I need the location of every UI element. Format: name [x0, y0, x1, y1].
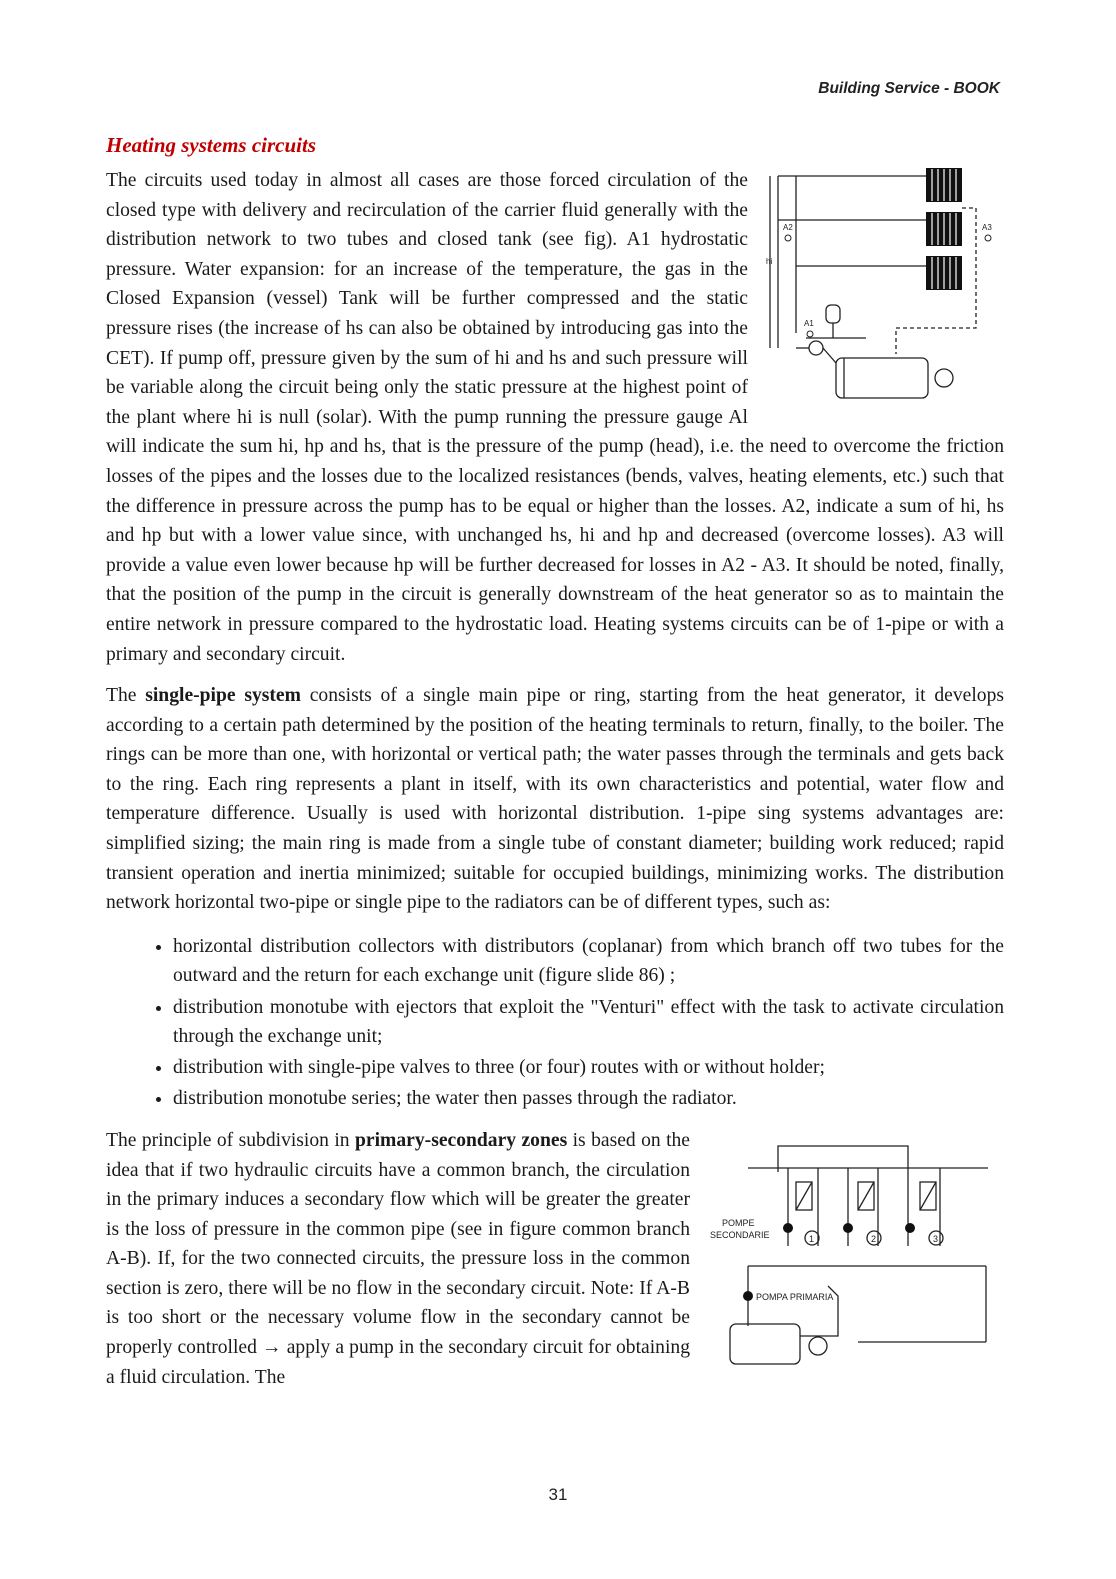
gauge-a2-label: A2 — [783, 223, 793, 232]
zone-1-label: 1 — [809, 1233, 815, 1244]
page-number: 31 — [548, 1485, 568, 1504]
gauge-a3-label: A3 — [982, 223, 992, 232]
paragraph-primary-secondary: The principle of subdivision in primary-secondary zones POMPE SECONDARIE POMPA PRIMARIA 1 2 3 is based on the idea that if two hydraulic circuits have a common branch, the circulation in the primary induces a secondary flow which will be greater the greater is the loss of pressure in the common pipe (see in figure common branch A-B). If, for the two connected circuits, the pressure loss in the common section is zero, there will be no flow in the secondary circuit. Note: If A-B is too short or the necessary volume flow in the secondary cannot be properly controlled → apply a pump in the secondary circuit for obtaining a fluid circulation. The — [106, 1126, 1004, 1392]
term-single-pipe: single-pipe system — [145, 685, 301, 707]
list-item: • distribution with single-pipe valves to three (or four) routes with or without holder; — [173, 1053, 1004, 1083]
primary-secondary-figure — [708, 1136, 1004, 1376]
paragraph-closed-circuits: The circuits used today in almost all cases are those forced circulation of the closed type with delivery and recirculation of the carrier fluid generally with the distribution network to two tubes and closed tank (see fig). A1 hydrostatic pressure. Water expansion: for an increase of the temperature, the gas in the Closed Expansion (vessel) Tank will be further compressed and the static pressure rises (the increase of hs can also be obtained by introducing gas into the CET). If pump off, pressure given by the sum of hi and hs and such pressure will be variable along the circuit being only the static pressure at the highest point of the plant where hi is null (solar). With the pump running the pressure gauge Al will indicate the sum hi, hp and hs, that is the pressure of the pump (head), i.e. the need to overcome the friction losses of the pipes and the losses due to the localized resistances (bends, valves, heating elements, etc.) such that the difference in pressure across the pump has to be equal or higher than the losses. A2, indicate a sum of hi, hs and hp but with a lower value since, with unchanged hs, hi and hp and decreased (overcome losses). A3 will provide a value even lower because hp will be further decreased for losses in A2 - A3. It should be noted, finally, that the position of the pump in the circuit is generally downstream of the heat generator so as to maintain the entire network in pressure compared to the hydrostatic load. Heating systems circuits can be of 1-pipe or with a primary and secondary circuit. — [106, 170, 1004, 665]
secondary-pumps-label-line1: POMPE — [722, 1217, 755, 1228]
list-item: • distribution monotube series; the water then passes through the radiator. — [173, 1084, 1004, 1114]
section-heading: Heating systems circuits — [106, 133, 316, 157]
list-item: • distribution monotube with ejectors that exploit the "Venturi" effect with the task to activate circulation through the exchange unit; — [173, 993, 1004, 1052]
distribution-types-list — [106, 932, 1004, 1114]
primary-pump-label: POMPA PRIMARIA — [756, 1291, 834, 1302]
paragraph-single-pipe: The single-pipe system consists of a single main pipe or ring, starting from the heat generator, it develops according to a certain path determined by the position of the heating terminals to return, finally, to the boiler. The rings can be more than one, with horizontal or vertical path; the water passes through the terminals and gets back to the ring. Each ring represents a plant in itself, with its own characteristics and potential, water flow and temperature difference. Usually is used with horizontal distribution. 1-pipe sing systems advantages are: simplified sizing; the main ring is made from a single tube of constant diameter; building work reduced; rapid transient operation and inertia minimized; suitable for occupied buildings, minimizing works. The distribution network horizontal two-pipe or single pipe to the radiators can be of different types, such as: — [106, 685, 1004, 914]
running-header: Building Service - BOOK — [818, 80, 1000, 97]
term-primary-secondary: primary-secondary zones — [355, 1129, 568, 1151]
closed-circuit-figure — [766, 168, 1004, 408]
zone-2-label: 2 — [871, 1233, 877, 1244]
page-content — [106, 130, 1004, 1392]
zone-3-label: 3 — [933, 1233, 939, 1244]
height-hi-label: hi — [766, 257, 773, 266]
gauge-a1-label: A1 — [804, 319, 814, 328]
secondary-pumps-label-line2: SECONDARIE — [710, 1229, 770, 1240]
list-item: • horizontal distribution collectors with distributors (coplanar) from which branch off two tubes for the outward and the return for each exchange unit (figure slide 86) ; — [173, 932, 1004, 991]
